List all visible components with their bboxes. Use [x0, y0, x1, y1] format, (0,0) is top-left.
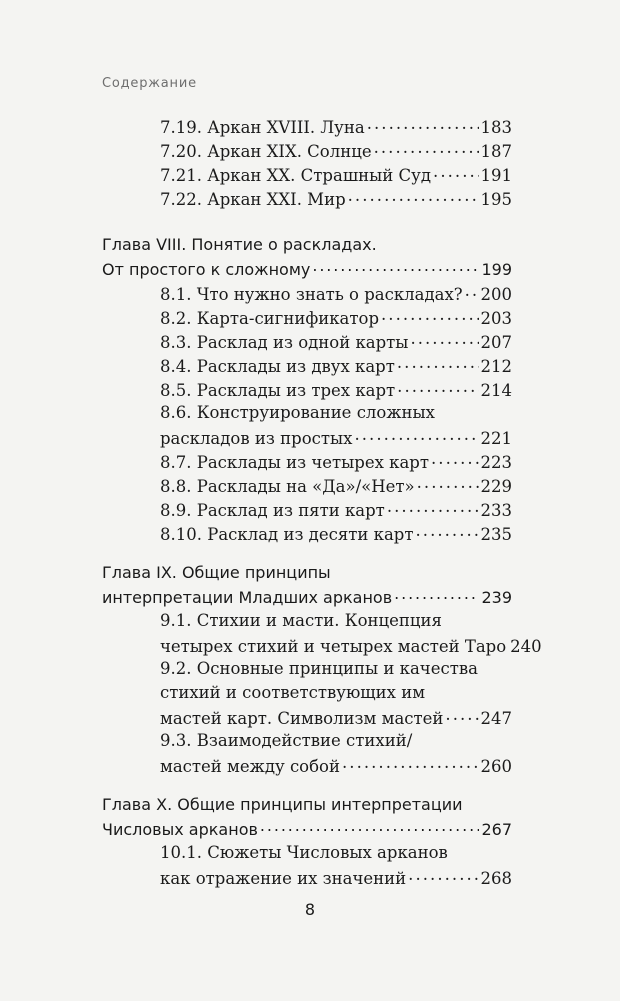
- toc-entry-page: 212: [480, 356, 512, 376]
- leader-dots: [312, 259, 479, 275]
- toc-entry-title: интерпретации Младших арканов: [102, 588, 393, 607]
- toc-entry-page: 235: [480, 524, 512, 544]
- toc-entry-page: 268: [480, 868, 512, 888]
- toc-entry[interactable]: [160, 355, 512, 376]
- toc-entry[interactable]: [160, 451, 512, 472]
- leader-dots: [397, 379, 478, 396]
- leader-dots: [374, 140, 479, 157]
- leader-dots: [410, 331, 478, 348]
- toc-entry-title: 7.21. Аркан XX. Страшный Суд: [160, 165, 432, 185]
- toc-entry-title: 8.9. Расклад из пяти карт: [160, 500, 385, 520]
- leader-dots: [431, 451, 479, 468]
- leader-dots: [342, 755, 479, 772]
- toc-entry[interactable]: [160, 523, 512, 544]
- toc-entry-title: 8.1. Что нужно знать о раскладах?: [160, 284, 463, 304]
- toc-entry-title-line[interactable]: 10.1. Сюжеты Числовых арканов: [160, 843, 448, 862]
- toc-entry-page: 191: [480, 165, 512, 185]
- toc-entry-title-line[interactable]: 9.1. Стихии и масти. Концепция: [160, 611, 442, 630]
- leader-dots: [465, 283, 479, 300]
- toc-entry[interactable]: [160, 427, 512, 448]
- running-header: Содержание: [102, 76, 197, 91]
- chapter-heading[interactable]: Глава X. Общие принципы интерпретации: [102, 795, 463, 814]
- toc-entry[interactable]: [160, 307, 512, 328]
- toc-entry-title-line[interactable]: стихий и соответствующих им: [160, 683, 426, 702]
- toc-entry-title: 8.10. Расклад из десяти карт: [160, 524, 414, 544]
- toc-entry-page: 187: [480, 141, 512, 161]
- toc-entry[interactable]: [160, 188, 512, 209]
- leader-dots: [260, 819, 480, 835]
- toc-entry-page: 183: [480, 117, 512, 137]
- chapter-heading[interactable]: Глава VIII. Понятие о раскладах.: [102, 235, 377, 254]
- toc-entry-title: мастей между собой: [160, 756, 340, 776]
- toc-entry-page: 199: [481, 260, 512, 279]
- toc-entry-page: 260: [480, 756, 512, 776]
- toc-entry-page: 214: [480, 380, 512, 400]
- toc-entry-title: четырех стихий и четырех мастей Таро: [160, 636, 507, 656]
- leader-dots: [367, 116, 479, 133]
- toc-entry-page: 229: [480, 476, 512, 496]
- chapter-heading-entry[interactable]: [102, 259, 512, 279]
- toc-entry[interactable]: [160, 755, 512, 776]
- toc-entry[interactable]: [160, 707, 512, 728]
- toc-entry-title: 7.20. Аркан XIX. Солнце: [160, 141, 372, 161]
- leader-dots: [348, 188, 479, 205]
- chapter-heading-entry[interactable]: [102, 587, 512, 607]
- toc-entry-title-line[interactable]: 8.6. Конструирование сложных: [160, 403, 435, 422]
- toc-entry-title-line[interactable]: 9.2. Основные принципы и качества: [160, 659, 478, 678]
- toc-entry-page: 239: [481, 588, 512, 607]
- toc-entry[interactable]: [160, 283, 512, 304]
- toc-entry-title: 8.3. Расклад из одной карты: [160, 332, 409, 352]
- toc-entry-page: 221: [480, 428, 512, 448]
- toc-entry[interactable]: [160, 475, 512, 496]
- leader-dots: [417, 475, 479, 492]
- toc-entry-title: 8.7. Расклады из четырех карт: [160, 452, 429, 472]
- toc-entry[interactable]: [160, 635, 542, 656]
- toc-entry-title: От простого к сложному: [102, 260, 311, 279]
- toc-entry-title: 8.4. Расклады из двух карт: [160, 356, 395, 376]
- toc-entry-title: мастей карт. Символизм мастей: [160, 708, 444, 728]
- toc-entry-page: 233: [480, 500, 512, 520]
- toc-entry-page: 240: [510, 636, 542, 656]
- toc-entry-title: Числовых арканов: [102, 820, 258, 839]
- toc-entry[interactable]: [160, 116, 512, 137]
- toc-entry-title: как отражение их значений: [160, 868, 407, 888]
- leader-dots: [354, 427, 478, 444]
- toc-entry-page: 207: [480, 332, 512, 352]
- toc-entry[interactable]: [160, 867, 512, 888]
- toc-entry-title: 8.5. Расклады из трех карт: [160, 380, 396, 400]
- leader-dots: [397, 355, 479, 372]
- toc-entry-page: 203: [480, 308, 512, 328]
- page-number: 8: [304, 900, 316, 919]
- leader-dots: [415, 523, 478, 540]
- toc-entry[interactable]: [160, 499, 512, 520]
- toc-entry[interactable]: [160, 379, 512, 400]
- toc-entry-title-line[interactable]: 9.3. Взаимодействие стихий/: [160, 731, 413, 750]
- leader-dots: [381, 307, 478, 324]
- toc-entry-title: раскладов из простых: [160, 428, 353, 448]
- toc-entry[interactable]: [160, 140, 512, 161]
- toc-entry-title: 7.19. Аркан XVIII. Луна: [160, 117, 365, 137]
- toc-entry-page: 195: [480, 189, 512, 209]
- toc-entry-page: 267: [481, 820, 512, 839]
- toc-entry-page: 223: [480, 452, 512, 472]
- leader-dots: [387, 499, 479, 516]
- leader-dots: [433, 164, 478, 181]
- toc-entry-page: 247: [480, 708, 512, 728]
- toc-entry-title: 8.8. Расклады на «Да»/«Нет»: [160, 476, 415, 496]
- chapter-heading-entry[interactable]: [102, 819, 512, 839]
- leader-dots: [445, 707, 478, 724]
- chapter-heading[interactable]: Глава IX. Общие принципы: [102, 563, 331, 582]
- toc-entry-page: 200: [480, 284, 512, 304]
- leader-dots: [394, 587, 479, 603]
- toc-entry[interactable]: [160, 331, 512, 352]
- toc-entry[interactable]: [160, 164, 512, 185]
- toc-entry-title: 7.22. Аркан XXI. Мир: [160, 189, 346, 209]
- toc-entry-title: 8.2. Карта-сигнификатор: [160, 308, 380, 328]
- leader-dots: [408, 867, 478, 884]
